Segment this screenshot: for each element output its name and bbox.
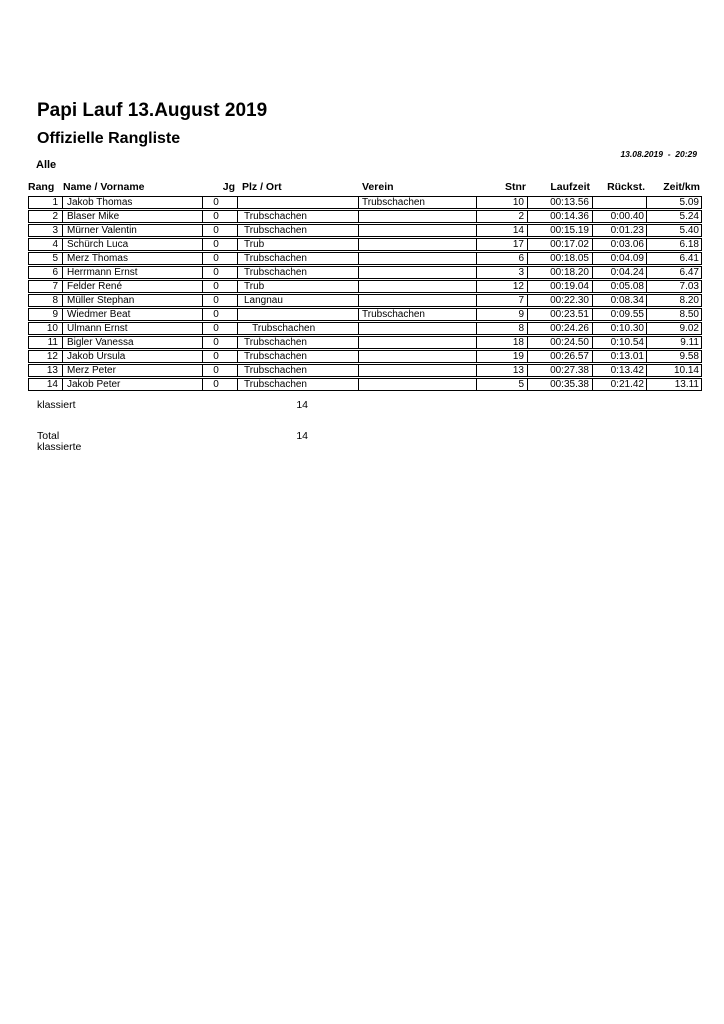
cell-rang: 5 [29,253,63,264]
cell-jg: 0 [203,365,238,376]
cell-zeit-km: 6.47 [679,267,699,278]
cell-plz-ort: Trubschachen [238,365,359,376]
klassiert-label: klassiert [37,399,76,411]
table-row [28,252,702,265]
cell-verein [359,253,477,264]
cell-jg: 0 [203,211,238,222]
page-subtitle: Offizielle Rangliste [37,130,181,147]
table-row [28,238,702,251]
cell-rang: 4 [29,239,63,250]
cell-verein [359,323,477,334]
cell-plz-ort [238,197,359,208]
cell-laufzeit: 00:13.56 [528,197,593,208]
cell-verein [359,225,477,236]
header-rang: Rang [28,181,55,193]
cell-name: Blaser Mike [63,211,203,222]
cell-verein [359,211,477,222]
cell-verein [359,295,477,306]
cell-rueckst: 0:05.08 [593,281,647,292]
cell-plz-ort: Trubschachen [238,211,359,222]
cell-stnr: 5 [477,379,528,390]
cell-rang: 13 [29,365,63,376]
cell-laufzeit: 00:19.04 [528,281,593,292]
print-datetime: 13.08.2019 - 20:29 [620,149,697,159]
cell-stnr: 14 [477,225,528,236]
header-verein: Verein [362,181,394,193]
cell-name: Ulmann Ernst [63,323,203,334]
cell-laufzeit: 00:14.36 [528,211,593,222]
category-label: Alle [36,159,57,171]
cell-verein: Trubschachen [359,197,477,208]
cell-jg: 0 [203,281,238,292]
cell-plz-ort: Trubschachen [238,337,359,348]
cell-stnr: 9 [477,309,528,320]
cell-jg: 0 [203,225,238,236]
cell-stnr: 12 [477,281,528,292]
cell-plz-ort: Trubschachen [238,267,359,278]
cell-rueckst: 0:04.09 [593,253,647,264]
cell-rang: 14 [29,379,63,390]
cell-zeit-km: 5.09 [679,197,699,208]
total-klassierte-label: Total klassierte [37,430,82,453]
cell-name: Herrmann Ernst [63,267,203,278]
cell-zeit-km: 5.40 [679,225,699,236]
cell-plz-ort: Trub [238,239,359,250]
table-row [28,210,702,223]
table-row [28,280,702,293]
cell-stnr: 17 [477,239,528,250]
cell-rang: 9 [29,309,63,320]
results-table [28,196,702,392]
cell-zeit-km: 9.11 [680,337,699,348]
cell-rueckst: 0:09.55 [593,309,647,320]
cell-rueckst: 0:13.42 [593,365,647,376]
cell-stnr: 10 [477,197,528,208]
table-row [28,266,702,279]
cell-verein [359,281,477,292]
cell-rueckst: 0:03.06 [593,239,647,250]
header-stnr: Stnr [505,181,526,193]
cell-jg: 0 [203,351,238,362]
table-row [28,322,702,335]
cell-stnr: 19 [477,351,528,362]
cell-laufzeit: 00:26.57 [528,351,593,362]
cell-rueckst [593,197,647,208]
cell-plz-ort: Langnau [238,295,359,306]
cell-plz-ort: Trubschachen [238,323,359,334]
cell-name: Bigler Vanessa [63,337,203,348]
cell-stnr: 18 [477,337,528,348]
cell-jg: 0 [203,309,238,320]
cell-laufzeit: 00:18.20 [528,267,593,278]
cell-plz-ort: Trubschachen [238,253,359,264]
header-jg: Jg [222,181,235,193]
cell-jg: 0 [203,295,238,306]
table-row [28,336,702,349]
cell-verein [359,337,477,348]
cell-zeit-km: 8.50 [679,309,699,320]
cell-zeit-km: 5.24 [679,211,699,222]
table-row [28,224,702,237]
cell-name: Jakob Thomas [63,197,203,208]
cell-zeit-km: 13.11 [674,379,699,390]
cell-stnr: 7 [477,295,528,306]
cell-stnr: 6 [477,253,528,264]
klassiert-value: 14 [296,399,308,411]
header-zeit-km: Zeit/km [663,181,700,193]
cell-laufzeit: 00:22.30 [528,295,593,306]
cell-zeit-km: 7.03 [679,281,699,292]
cell-laufzeit: 00:17.02 [528,239,593,250]
cell-laufzeit: 00:23.51 [528,309,593,320]
cell-laufzeit: 00:15.19 [528,225,593,236]
cell-zeit-km: 8.20 [679,295,699,306]
table-row [28,364,702,377]
cell-laufzeit: 00:35.38 [528,379,593,390]
cell-verein [359,239,477,250]
cell-plz-ort: Trubschachen [238,351,359,362]
cell-stnr: 2 [477,211,528,222]
cell-rueckst: 0:01.23 [593,225,647,236]
cell-rueckst: 0:04.24 [593,267,647,278]
cell-rang: 6 [29,267,63,278]
cell-rang: 10 [29,323,63,334]
cell-zeit-km: 9.02 [679,323,699,334]
cell-plz-ort: Trubschachen [238,225,359,236]
cell-plz-ort: Trub [238,281,359,292]
cell-zeit-km: 9.58 [679,351,699,362]
cell-jg: 0 [203,253,238,264]
cell-jg: 0 [203,379,238,390]
cell-verein [359,379,477,390]
cell-name: Jakob Ursula [63,351,203,362]
table-row [28,196,702,209]
table-header-row [28,181,702,194]
cell-rueckst: 0:10.54 [593,337,647,348]
cell-zeit-km: 6.41 [679,253,699,264]
cell-name: Schürch Luca [63,239,203,250]
cell-rueckst: 0:00.40 [593,211,647,222]
cell-laufzeit: 00:18.05 [528,253,593,264]
header-laufzeit: Laufzeit [550,181,590,193]
cell-laufzeit: 00:24.26 [528,323,593,334]
cell-zeit-km: 10.14 [673,365,699,376]
header-rueckst: Rückst. [607,181,645,193]
table-row [28,378,702,391]
cell-jg: 0 [203,197,238,208]
cell-jg: 0 [203,337,238,348]
cell-stnr: 13 [477,365,528,376]
cell-rueckst: 0:08.34 [593,295,647,306]
cell-name: Merz Thomas [63,253,203,264]
cell-plz-ort: Trubschachen [238,379,359,390]
cell-rang: 2 [29,211,63,222]
cell-rang: 3 [29,225,63,236]
table-row [28,294,702,307]
cell-name: Mürner Valentin [63,225,203,236]
cell-rueckst: 0:13.01 [593,351,647,362]
cell-name: Merz Peter [63,365,203,376]
total-klassierte-value: 14 [296,430,308,442]
cell-jg: 0 [203,239,238,250]
cell-verein: Trubschachen [359,309,477,320]
cell-verein [359,365,477,376]
table-row [28,308,702,321]
cell-name: Wiedmer Beat [63,309,203,320]
cell-verein [359,351,477,362]
cell-rang: 1 [29,197,63,208]
cell-rueckst: 0:10.30 [593,323,647,334]
header-plz-ort: Plz / Ort [242,181,282,193]
cell-rang: 11 [29,337,63,348]
page-title: Papi Lauf 13.August 2019 [37,100,268,121]
cell-laufzeit: 00:27.38 [528,365,593,376]
header-name: Name / Vorname [63,181,145,193]
cell-name: Jakob Peter [63,379,203,390]
cell-jg: 0 [203,267,238,278]
cell-name: Müller Stephan [63,295,203,306]
cell-laufzeit: 00:24.50 [528,337,593,348]
cell-zeit-km: 6.18 [679,239,699,250]
cell-rang: 12 [29,351,63,362]
cell-rang: 8 [29,295,63,306]
cell-stnr: 8 [477,323,528,334]
cell-rueckst: 0:21.42 [593,379,647,390]
table-row [28,350,702,363]
cell-jg: 0 [203,323,238,334]
cell-rang: 7 [29,281,63,292]
cell-plz-ort [238,309,359,320]
cell-verein [359,267,477,278]
cell-name: Felder René [63,281,203,292]
cell-stnr: 3 [477,267,528,278]
